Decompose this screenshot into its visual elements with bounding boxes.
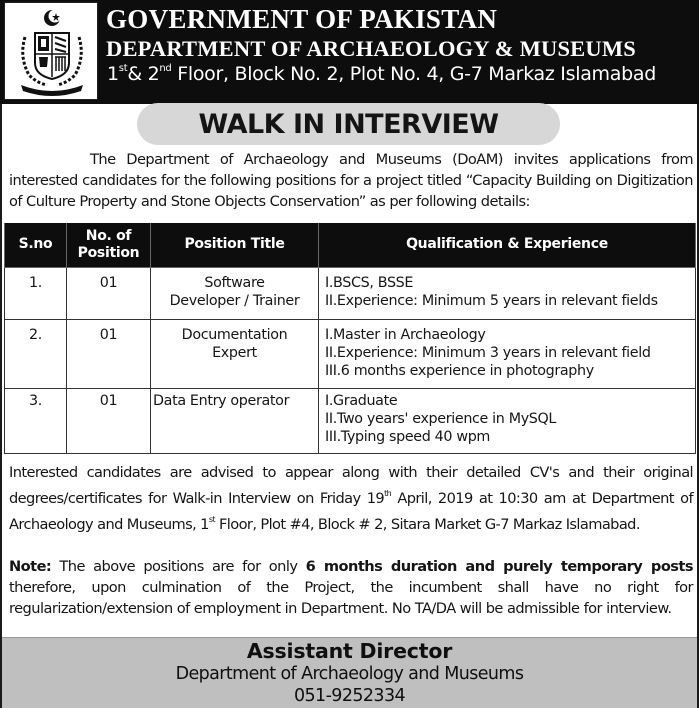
signatory-department: Department of Archaeology and Museums xyxy=(175,664,524,684)
intro-text: The Department of Archaeology and Museums (DoAM) invites applications from interested candidates for the following positions for a project titled “Capacity Building on Digitization of Culture Property and Stone Objects Conservation” as per following details: xyxy=(9,151,693,210)
column-header-sno: S.no xyxy=(5,223,67,267)
header-line: Position xyxy=(77,244,140,261)
department-title: DEPARTMENT OF ARCHAEOLOGY & MUSEUMS xyxy=(106,36,636,61)
cell-sno: 1. xyxy=(5,267,67,319)
column-header-title: Position Title xyxy=(151,223,319,267)
table-row xyxy=(5,319,696,388)
government-title: GOVERNMENT OF PAKISTAN xyxy=(106,4,498,34)
ordinal-suffix: st xyxy=(118,63,128,74)
instructions-text: April, 2019 at 10:30 am at Department of Archaeology and Museums, 1 xyxy=(9,490,693,533)
cell-qualification xyxy=(319,388,696,453)
qualification-item: II.Experience: Minimum 3 years in relevant field xyxy=(325,344,651,361)
cell-count: 01 xyxy=(67,388,151,453)
ordinal-suffix: th xyxy=(384,489,392,498)
header-line: No. of xyxy=(85,227,132,244)
page-title: WALK IN INTERVIEW xyxy=(198,108,499,140)
cell-title xyxy=(151,319,319,388)
ordinal-suffix: st xyxy=(208,515,215,524)
qualification-item: III.6 months experience in photography xyxy=(325,362,594,379)
table-row xyxy=(5,267,696,319)
footer-contact xyxy=(2,637,697,708)
instructions-text: Floor, Plot #4, Block # 2, Sitara Market G-7 Markaz Islamabad. xyxy=(214,516,640,533)
table-header-row xyxy=(5,223,696,267)
note-text: The above positions are for only xyxy=(51,558,306,575)
intro-paragraph xyxy=(9,149,693,212)
column-header-qualification: Qualification & Experience xyxy=(319,223,696,267)
floor-number: 1 xyxy=(107,63,119,85)
cell-title: Data Entry operator xyxy=(151,388,319,453)
header-address xyxy=(107,63,656,85)
signatory-designation: Assistant Director xyxy=(246,639,453,663)
cell-count: 01 xyxy=(67,267,151,319)
address-text: Floor, Block No. 2, Plot No. 4, G-7 Markaz Islamabad xyxy=(171,63,656,85)
header-banner xyxy=(0,0,699,104)
instructions-text: Interested candidates are advised to appear along with their detailed CV's and their original degrees/certificates for Walk-in Interview on Friday 19 xyxy=(9,464,693,507)
qualification-item: II.Two years' experience in MySQL xyxy=(325,410,557,427)
qualification-item: I.BSCS, BSSE xyxy=(325,274,414,291)
title-line: Developer / Trainer xyxy=(169,292,300,309)
cell-sno: 2. xyxy=(5,319,67,388)
qualification-item: I.Graduate xyxy=(325,392,398,409)
note-text: therefore, upon culmination of the Project, the incumbent shall have no right for regularization/extension of employment in Department. No TA/DA will be admissible for interview. xyxy=(9,579,693,617)
qualification-item: I.Master in Archaeology xyxy=(325,326,486,343)
positions-table xyxy=(4,223,696,454)
instructions-paragraph xyxy=(9,462,693,535)
note-paragraph xyxy=(9,556,693,619)
emblem-box xyxy=(4,2,98,100)
cell-qualification xyxy=(319,319,696,388)
pakistan-state-emblem-icon xyxy=(11,7,93,97)
title-line: Documentation xyxy=(181,326,288,343)
note-emphasis: 6 months duration and purely temporary posts xyxy=(305,558,693,575)
title-banner xyxy=(137,103,560,145)
qualification-item: III.Typing speed 40 wpm xyxy=(325,428,491,445)
floor-join: & 2 xyxy=(127,63,160,85)
title-line: Software xyxy=(204,274,265,291)
title-line: Expert xyxy=(212,344,257,361)
note-label: Note: xyxy=(9,558,52,575)
contact-phone: 051-9252334 xyxy=(293,686,406,706)
table-row xyxy=(5,388,696,453)
column-header-positions xyxy=(67,223,151,267)
cell-title xyxy=(151,267,319,319)
ordinal-suffix: nd xyxy=(159,63,172,74)
cell-qualification xyxy=(319,267,696,319)
cell-count: 01 xyxy=(67,319,151,388)
cell-sno: 3. xyxy=(5,388,67,453)
qualification-item: II.Experience: Minimum 5 years in relevant fields xyxy=(325,292,658,309)
